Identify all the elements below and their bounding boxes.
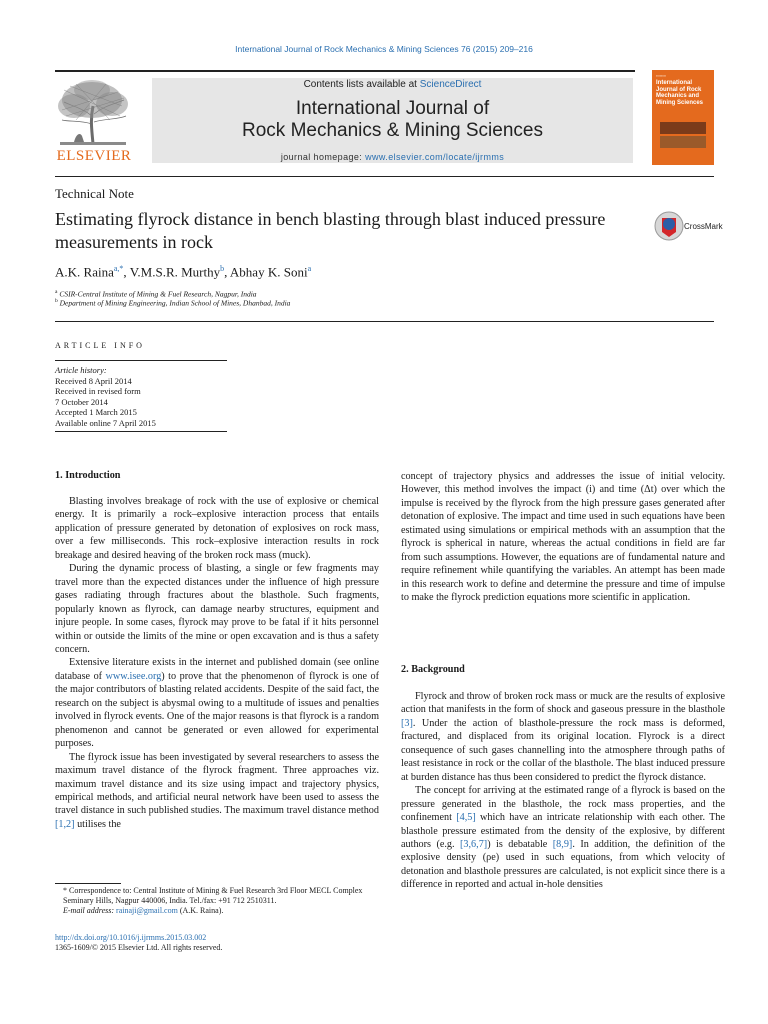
affiliation-text: Department of Mining Engineering, Indian School of Mines, Dhanbad, India (59, 298, 291, 308)
paragraph (401, 690, 725, 784)
citation-link[interactable]: [3,6,7] (460, 838, 488, 850)
left-column-body (55, 495, 379, 831)
crossmark-icon (654, 210, 684, 242)
paragraph-text: Flyrock and throw of broken rock mass or muck are the results of explosive action that manifests in the form of shock and gaseous pressure in the blasthole (401, 691, 725, 716)
footnote-rule (55, 883, 121, 884)
email-line (55, 906, 385, 916)
history-entry: 7 October 2014 (55, 396, 108, 407)
history-entry: Received in revised form (55, 386, 141, 397)
history-entry: Received 8 April 2014 (55, 375, 132, 386)
homepage-prefix: journal homepage: (280, 152, 366, 162)
contents-prefix: Contents lists available at (303, 79, 420, 90)
affiliation-marker: a (55, 289, 58, 295)
article-info-rule-bottom (55, 431, 227, 432)
paragraph-text: The flyrock issue has been investigated by several researchers to assess the maximum travel distance of the flyrock fragment. Three approaches viz. maximum travel distance and its size using impact and trajectory physics, empirical methods, and artificial neural network have been used to assess the travel distance in such published studies. The maximum travel distance method (55, 751, 379, 817)
sciencedirect-link[interactable]: ScienceDirect (419, 79, 482, 90)
cover-image-strip-2 (660, 136, 706, 148)
paragraph-text: . Under the action of blasthole-pressure the rock mass is deformed, fractured, and displaced from its original location. Flyrock is a direct consequence of such gases channelling into the atmosphere through paths of least resistance in rock or the collar of the blasthole. The blast induced pressure at burden distance has thus been considered to predict the flyrock distance. (401, 717, 725, 783)
author-separator: , (123, 264, 130, 280)
right-column-body (401, 470, 725, 605)
correspondence-text: * Correspondence to: Central Institute of Mining & Fuel Research 3rd Floor MECL Complex Seminary Hills, Nagpur 440006, India. Tel./fax: +91 712 2510311. (63, 886, 363, 906)
copyright-line: 1365-1609/© 2015 Elsevier Ltd. All rights reserved. (55, 943, 223, 952)
affiliation-marker: b (55, 298, 58, 304)
crossmark-label: CrossMark (684, 222, 723, 231)
paragraph (55, 656, 379, 750)
journal-title-line1: International Journal of (295, 98, 490, 119)
elsevier-logo (52, 76, 134, 164)
paragraph: Blasting involves breakage of rock with the use of explosive or chemical energy. It is primarily a rock–explosive interaction process that entails application of pressure generated by detonation of explosives on rock mass, over a few milliseconds. This rock–explosive interaction results in rock breakage and desired heaving of the broken rock mass (muck). (55, 496, 379, 561)
cover-publisher-text: ▪▪▪▪▪▪▪▪ (656, 74, 666, 78)
doi-block (55, 933, 222, 953)
history-entry: Available online 7 April 2015 (55, 417, 156, 428)
header-bottom-rule (55, 176, 714, 177)
author-list (55, 264, 311, 280)
author-separator: , (224, 264, 230, 280)
section-heading-background: 2. Background (401, 664, 465, 675)
correspondence-footnote (55, 886, 385, 917)
article-type: Technical Note (55, 186, 134, 201)
author-affil-marker[interactable]: b (220, 264, 225, 273)
paragraph-text: Extensive literature exists in the internet and published domain (see online database of (55, 657, 379, 682)
paragraph-text: The concept for arriving at the estimated range of a flyrock is based on the pressure generated in the blasthole, the rock mass properties, and the confinement (401, 785, 725, 824)
isee-link[interactable]: www.isee.org (105, 670, 162, 682)
cover-title: International Journal of Rock Mechanics and Mining Sciences (656, 80, 704, 106)
paragraph: During the dynamic process of blasting, a single or few fragments may travel more than the expected distances under the influence of high pressure gases radiating through fractures about the blasthole. Such fragments, popularly known as flyrock, can damage nearby structures, equipment and injure people. In some cases, flyrock may prove to be fatal if it hits personnel within or outside the limits of the mine or open excavation and is thus a safety concern. (55, 563, 379, 655)
paragraph (55, 751, 379, 832)
article-history (55, 365, 156, 429)
paragraph-text: utilises the (74, 818, 121, 830)
homepage-line (152, 152, 633, 162)
history-label: Article history: (55, 365, 107, 375)
article-info-rule (55, 360, 227, 361)
crossmark-badge[interactable] (654, 210, 734, 244)
email-label: E-mail address: (63, 906, 117, 916)
background-body (401, 690, 725, 892)
citation-link[interactable]: [3] (401, 717, 413, 729)
citation-link[interactable]: [1,2] (55, 818, 75, 830)
article-info-heading: ARTICLE INFO (55, 341, 145, 350)
author-affil-marker[interactable]: a,* (113, 264, 124, 273)
doi-link[interactable]: http://dx.doi.org/10.1016/j.ijrmms.2015.03.002 (55, 933, 207, 942)
article-head-rule (55, 321, 714, 322)
header-top-rule (55, 70, 635, 72)
journal-reference-link[interactable]: International Journal of Rock Mechanics & Mining Sciences 76 (2015) 209–216 (235, 44, 533, 54)
section-heading-introduction: 1. Introduction (55, 470, 121, 481)
author-name[interactable]: A.K. Raina (55, 264, 114, 280)
citation-link[interactable]: [8,9] (552, 838, 573, 850)
author-affil-marker[interactable]: a (307, 264, 312, 273)
affiliation-b (55, 298, 290, 308)
history-entry: Accepted 1 March 2015 (55, 407, 137, 418)
journal-title (152, 98, 633, 142)
journal-title-line2: Rock Mechanics & Mining Sciences (242, 120, 543, 141)
author-name[interactable]: Abhay K. Soni (229, 264, 308, 280)
email-link[interactable]: rainaji@gmail.com (116, 906, 178, 916)
paragraph: concept of trajectory physics and addresses the issue of initial velocity. However, this method involves the impact (i) and time (Δt) over which the impulse is received by the flyrock from the high pressure gases generated after detonation of explosive. The impact and time used in such equations have been estimated using simulations or empirical methods with an assumption that the flyrock is spherical in nature, whereas the actual conditions in field are far from such assumptions. However, the equations are of fundamental nature and require refinement while quantifying the variables. An attempt has been made in this research work to define and determine the pressure and time of impulse to make the flyrock prediction equations more scientific in application. (401, 471, 725, 604)
paragraph (401, 784, 725, 892)
paragraph-text: ) is debatable (487, 838, 553, 850)
article-title: Estimating flyrock distance in bench blasting through blast induced pressure measurements in rock (55, 209, 606, 252)
paragraph-text: which have an intricate relationship with each other. The blasthole pressure estimated from the density of the explosive, by different authors (e.g. (401, 812, 725, 850)
contents-line (152, 79, 633, 90)
affiliation-text: CSIR-Central Institute of Mining & Fuel Research, Nagpur, India (59, 289, 257, 299)
paragraph-text: . In addition, the definition of the explosive density (ρe) used in such equations, from which velocity of detonation and blasthole pressures are calculated, is not explicit since there is a difference in reported and actual in-hole densities (401, 838, 726, 891)
citation-link[interactable]: [4,5] (456, 812, 476, 824)
cover-image-strip (660, 122, 706, 134)
homepage-link[interactable]: www.elsevier.com/locate/ijrmms (365, 152, 505, 162)
email-suffix: (A.K. Raina). (177, 906, 224, 916)
elsevier-wordmark: ELSEVIER (56, 148, 132, 164)
paragraph-text: ) to prove that the phenomenon of flyrock is one of the major contributors of blasting related accidents. Despite of the said fact, the research on the subject is abysmal owing to a multitude of issues and penalties involved in flyrock events. One of the major reasons is that flyrock is a random phenomenon and cannot be generated or even allowed for experimental purposes. (55, 670, 379, 750)
journal-cover[interactable] (652, 70, 714, 165)
author-name[interactable]: V.M.S.R. Murthy (129, 264, 221, 280)
